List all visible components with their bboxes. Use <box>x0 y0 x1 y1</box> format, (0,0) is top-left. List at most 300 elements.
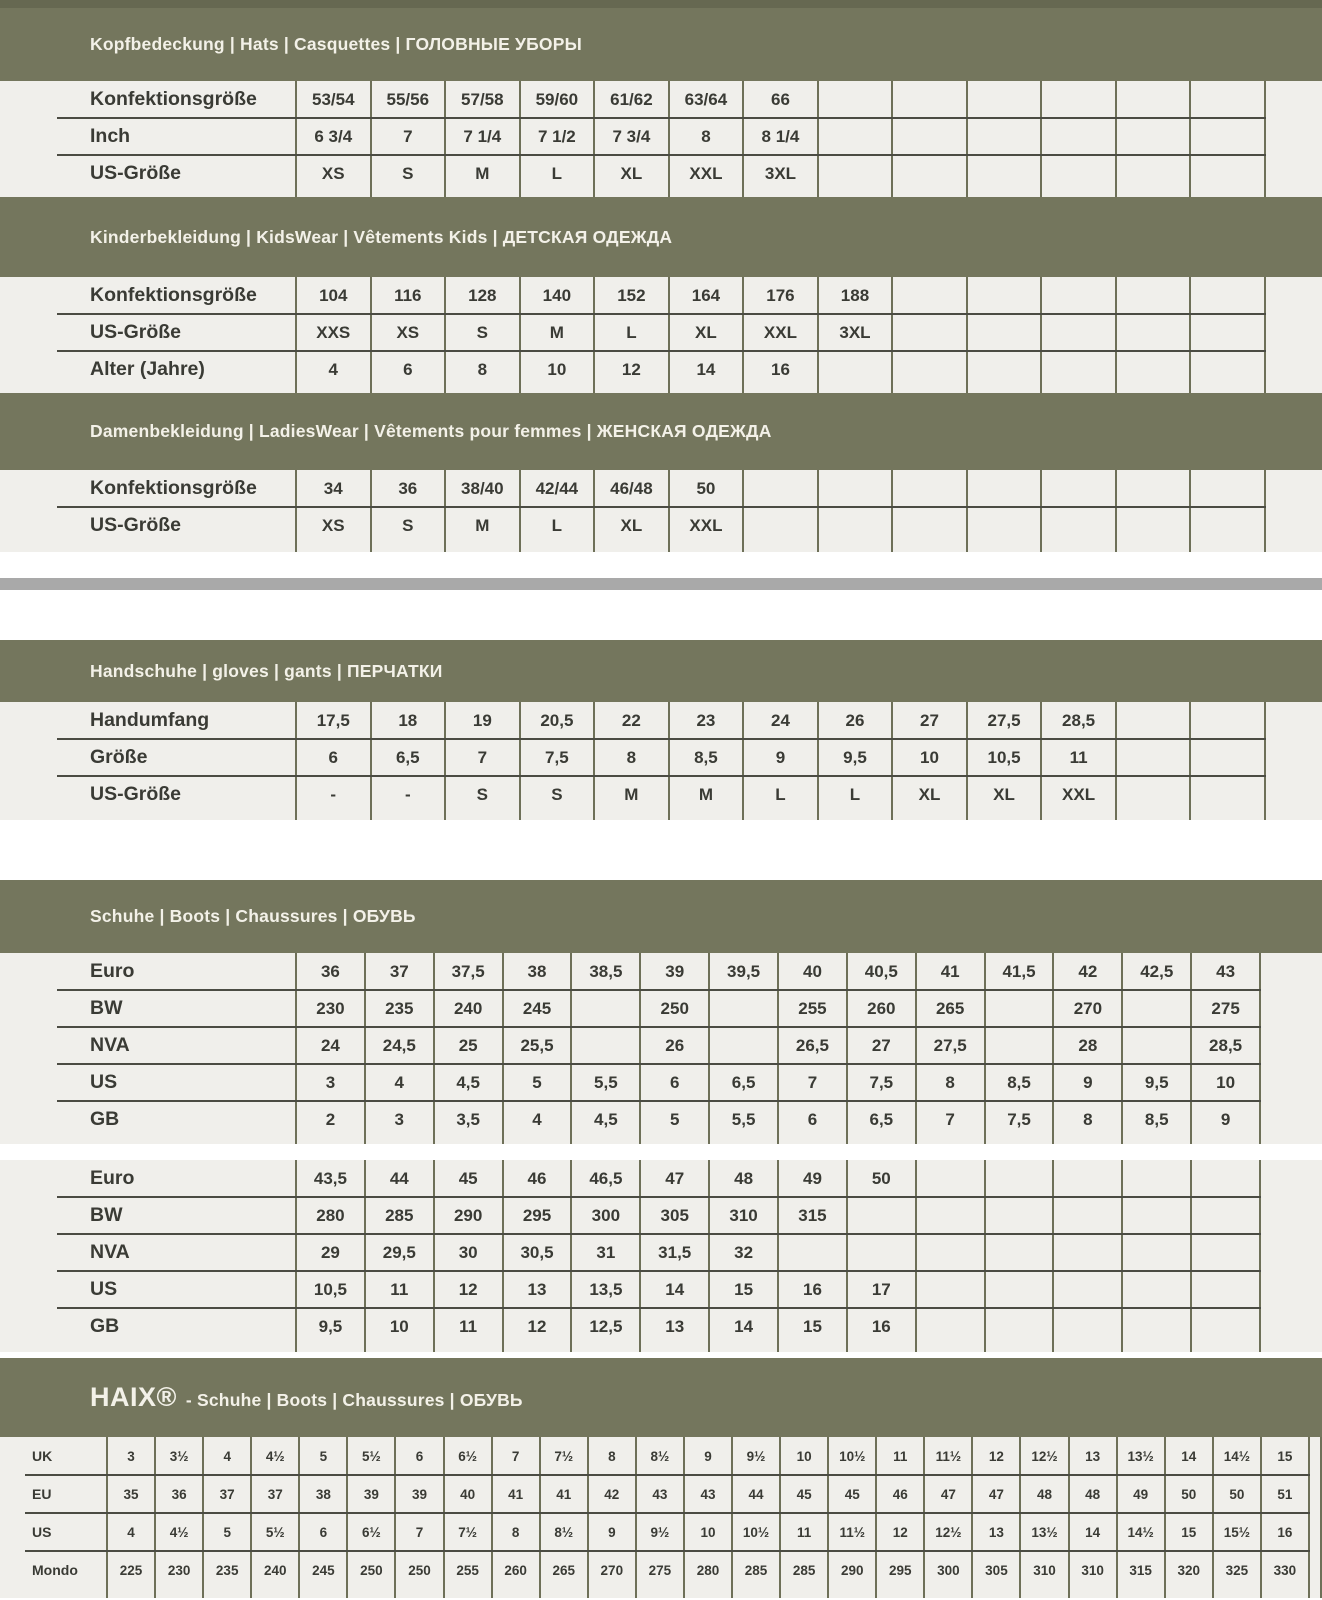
row-label: US <box>90 1278 118 1300</box>
size-cell <box>668 813 743 820</box>
row-label: BW <box>90 1204 123 1226</box>
table-bottom-stub-row <box>0 813 1322 820</box>
size-cell: 38,5 <box>570 953 639 990</box>
size-cell: 28 <box>1052 1027 1121 1064</box>
size-cell <box>915 1271 984 1308</box>
size-cell <box>966 470 1041 507</box>
row-label <box>0 1138 295 1144</box>
size-cell: 12½ <box>1019 1437 1067 1475</box>
size-cell <box>966 507 1041 544</box>
size-cell: 255 <box>777 990 846 1027</box>
table-filler <box>1266 351 1322 388</box>
size-cell: 275 <box>1190 990 1261 1027</box>
size-cell: 34 <box>295 470 370 507</box>
size-cell: - <box>370 776 445 813</box>
size-cell: 45 <box>827 1475 875 1513</box>
row-separator-line <box>57 1270 1261 1272</box>
size-cell <box>1040 813 1115 820</box>
size-cell <box>708 1345 777 1352</box>
table-row <box>0 1197 1322 1234</box>
size-cell: 42/44 <box>519 470 594 507</box>
size-cell <box>1121 1271 1190 1308</box>
table-row <box>0 314 1322 351</box>
size-cell: M <box>444 155 519 192</box>
size-cell <box>1040 314 1115 351</box>
size-cell: 9 <box>587 1513 635 1551</box>
size-cell: 290 <box>827 1551 875 1589</box>
size-cell <box>1189 776 1266 813</box>
size-cell: 305 <box>639 1197 708 1234</box>
size-cell <box>1189 388 1266 393</box>
size-cell: 10 <box>779 1437 827 1475</box>
size-cell: 4 <box>364 1064 433 1101</box>
size-cell: 50 <box>1212 1475 1260 1513</box>
size-cell <box>639 1138 708 1144</box>
size-cell: 42,5 <box>1121 953 1190 990</box>
size-cell: 285 <box>364 1197 433 1234</box>
table-row <box>0 702 1322 739</box>
size-cell <box>1121 1160 1190 1197</box>
size-cell: 49 <box>777 1160 846 1197</box>
size-cell <box>519 192 594 197</box>
size-cell: 225 <box>106 1551 154 1589</box>
size-cell: 310 <box>708 1197 777 1234</box>
table-filler <box>1261 1345 1322 1352</box>
size-cell <box>777 1234 846 1271</box>
size-cell: 14 <box>639 1271 708 1308</box>
size-cell: 48 <box>1068 1475 1116 1513</box>
size-cell: 15 <box>777 1308 846 1345</box>
size-cell: M <box>444 507 519 544</box>
size-cell: 39,5 <box>708 953 777 990</box>
section-gloves <box>0 640 1322 820</box>
size-cell: 47 <box>971 1475 1019 1513</box>
size-cell <box>539 1589 587 1598</box>
size-cell: 10,5 <box>295 1271 364 1308</box>
table-bottom-stub-row <box>0 192 1322 197</box>
size-cell <box>370 388 445 393</box>
size-cell: 4 <box>502 1101 571 1138</box>
row-label <box>0 388 295 393</box>
section-header-haix <box>0 1358 1322 1437</box>
row-label: Konfektionsgröße <box>90 284 257 306</box>
size-cell <box>984 1027 1053 1064</box>
size-cell: 7 <box>777 1064 846 1101</box>
size-cell: 45 <box>779 1475 827 1513</box>
size-cell <box>742 813 817 820</box>
row-separator-line <box>57 1233 1261 1235</box>
size-cell: 280 <box>295 1197 364 1234</box>
size-cell <box>1121 1027 1190 1064</box>
table-filler <box>1266 118 1322 155</box>
size-cell <box>891 388 966 393</box>
size-cell <box>777 1138 846 1144</box>
size-cell <box>817 388 892 393</box>
size-cell: 10,5 <box>966 739 1041 776</box>
row-separator-line <box>57 313 1266 315</box>
size-cell: 140 <box>519 277 594 314</box>
row-separator-line <box>57 1307 1261 1309</box>
size-cell <box>1121 990 1190 1027</box>
size-cell <box>1115 544 1190 552</box>
size-cell <box>742 470 817 507</box>
size-cell <box>1115 118 1190 155</box>
size-cell: 12 <box>502 1308 571 1345</box>
size-cell <box>593 544 668 552</box>
size-cell <box>1115 813 1190 820</box>
section-haix-boots <box>0 1358 1322 1598</box>
row-separator-line <box>25 1474 1310 1476</box>
size-cell <box>1115 776 1190 813</box>
table-row <box>0 277 1322 314</box>
table-filler <box>1261 953 1322 990</box>
size-cell <box>444 544 519 552</box>
size-cell: 25 <box>433 1027 502 1064</box>
size-cell: 7 3/4 <box>593 118 668 155</box>
table-row <box>0 1027 1322 1064</box>
white-gap <box>0 1144 1322 1160</box>
size-cell <box>966 314 1041 351</box>
size-cell: - <box>295 776 370 813</box>
size-cell: 6½ <box>443 1437 491 1475</box>
table-filler <box>1266 155 1322 192</box>
size-cell <box>817 155 892 192</box>
size-cell <box>635 1589 683 1598</box>
row-label: NVA <box>90 1241 130 1263</box>
size-cell: 5 <box>298 1437 346 1475</box>
size-cell <box>984 1197 1053 1234</box>
size-cell <box>742 544 817 552</box>
size-cell: 6 <box>394 1437 442 1475</box>
size-cell: 17,5 <box>295 702 370 739</box>
row-label: GB <box>90 1108 120 1130</box>
size-cell <box>817 813 892 820</box>
size-cell <box>1121 1308 1190 1345</box>
table-filler <box>1266 81 1322 118</box>
table-bottom-stub-row <box>0 388 1322 393</box>
size-cell: 32 <box>708 1234 777 1271</box>
table-row <box>0 1234 1322 1271</box>
size-cell <box>502 1345 571 1352</box>
size-cell: 270 <box>1052 990 1121 1027</box>
size-cell: L <box>817 776 892 813</box>
size-cell: 27 <box>846 1027 915 1064</box>
size-cell: 245 <box>298 1551 346 1589</box>
size-cell: 51 <box>1260 1475 1310 1513</box>
size-cell <box>1115 277 1190 314</box>
size-cell <box>444 388 519 393</box>
size-cell: 3½ <box>154 1437 202 1475</box>
size-cell: 50 <box>668 470 743 507</box>
size-cell: XXL <box>742 314 817 351</box>
size-cell: L <box>519 507 594 544</box>
table-filler <box>1261 1271 1322 1308</box>
size-cell: 295 <box>502 1197 571 1234</box>
size-cell <box>364 1345 433 1352</box>
table-filler <box>1261 1160 1322 1197</box>
table-row <box>0 470 1322 507</box>
size-cell <box>295 192 370 197</box>
size-cell <box>1115 470 1190 507</box>
row-separator-line <box>57 1100 1261 1102</box>
size-cell: 42 <box>1052 953 1121 990</box>
table-filler <box>1310 1589 1322 1598</box>
size-cell: 8 <box>593 739 668 776</box>
size-cell: 59/60 <box>519 81 594 118</box>
section-title: Kinderbekleidung | KidsWear | Vêtements Kids | ДЕТСКАЯ ОДЕЖДА <box>90 226 673 247</box>
section-kidswear <box>0 197 1322 393</box>
size-cell: 7,5 <box>519 739 594 776</box>
table-filler <box>1266 813 1322 820</box>
table-filler <box>1310 1551 1322 1589</box>
size-cell: 4½ <box>250 1437 298 1475</box>
row-label <box>0 1345 295 1352</box>
table-filler <box>1261 1101 1322 1138</box>
size-cell <box>708 1138 777 1144</box>
size-cell: 46 <box>502 1160 571 1197</box>
size-cell: 255 <box>443 1551 491 1589</box>
size-cell: 315 <box>1116 1551 1164 1589</box>
size-cell: 38 <box>298 1475 346 1513</box>
size-cell: 15 <box>1260 1437 1310 1475</box>
size-cell: 40 <box>777 953 846 990</box>
size-cell <box>1052 1271 1121 1308</box>
size-cell <box>433 1138 502 1144</box>
size-cell: 27,5 <box>966 702 1041 739</box>
row-separator-line <box>25 1512 1310 1514</box>
size-cell: 310 <box>1068 1551 1116 1589</box>
size-cell: 10½ <box>827 1437 875 1475</box>
section-header-ladieswear <box>0 393 1322 470</box>
row-label: Konfektionsgröße <box>90 477 257 499</box>
size-cell: 6 3/4 <box>295 118 370 155</box>
size-cell <box>298 1589 346 1598</box>
size-cell <box>1040 388 1115 393</box>
size-cell <box>202 1589 250 1598</box>
size-cell: 14 <box>1068 1513 1116 1551</box>
table-filler <box>1266 507 1322 544</box>
section-boots <box>0 880 1322 1352</box>
size-cell <box>915 1138 984 1144</box>
size-cell: 16 <box>1260 1513 1310 1551</box>
size-cell: 310 <box>1019 1551 1067 1589</box>
size-cell: 10 <box>683 1513 731 1551</box>
size-cell: 10 <box>891 739 966 776</box>
size-cell: 47 <box>923 1475 971 1513</box>
top-olive-strip <box>0 0 1322 8</box>
size-cell: 12½ <box>923 1513 971 1551</box>
size-cell <box>891 118 966 155</box>
boots-size-table-36-43 <box>0 953 1322 1144</box>
size-cell <box>1115 702 1190 739</box>
size-cell: 43 <box>1190 953 1261 990</box>
row-separator-line <box>57 989 1261 991</box>
size-cell <box>1189 314 1266 351</box>
size-cell: 3XL <box>817 314 892 351</box>
size-cell <box>295 1138 364 1144</box>
table-row <box>0 1160 1322 1197</box>
table-filler <box>1266 277 1322 314</box>
table-row <box>0 1551 1322 1589</box>
size-cell: 11 <box>875 1437 923 1475</box>
size-cell: 5½ <box>250 1513 298 1551</box>
table-filler <box>1310 1475 1322 1513</box>
size-cell: 13 <box>971 1513 1019 1551</box>
size-cell: 235 <box>364 990 433 1027</box>
size-cell: 27 <box>891 702 966 739</box>
size-cell: 16 <box>846 1308 915 1345</box>
size-cell: 30,5 <box>502 1234 571 1271</box>
size-cell <box>708 1027 777 1064</box>
size-cell <box>444 192 519 197</box>
size-cell <box>915 1160 984 1197</box>
size-cell: 6 <box>777 1101 846 1138</box>
row-separator-line <box>25 1550 1310 1552</box>
size-cell: 12,5 <box>570 1308 639 1345</box>
row-label <box>0 813 295 820</box>
table-row <box>0 739 1322 776</box>
size-cell: 43 <box>683 1475 731 1513</box>
size-cell: 17 <box>846 1271 915 1308</box>
size-cell: 40 <box>443 1475 491 1513</box>
size-cell <box>1116 1589 1164 1598</box>
size-cell: 8,5 <box>984 1064 1053 1101</box>
size-cell: 15 <box>708 1271 777 1308</box>
table-filler <box>1261 1234 1322 1271</box>
size-cell <box>1040 351 1115 388</box>
size-cell: S <box>370 155 445 192</box>
size-cell <box>817 192 892 197</box>
section-hats <box>0 8 1322 197</box>
row-label: Euro <box>90 960 135 982</box>
size-cell: L <box>519 155 594 192</box>
size-cell: 23 <box>668 702 743 739</box>
row-label <box>0 1589 106 1598</box>
size-cell <box>295 813 370 820</box>
size-cell: 24 <box>295 1027 364 1064</box>
size-cell: 176 <box>742 277 817 314</box>
size-cell: 44 <box>731 1475 779 1513</box>
size-cell: M <box>668 776 743 813</box>
size-cell: 46/48 <box>593 470 668 507</box>
size-cell <box>394 1589 442 1598</box>
size-cell <box>1189 739 1266 776</box>
size-cell: 11 <box>1040 739 1115 776</box>
size-cell: 7 <box>491 1437 539 1475</box>
section-title: Damenbekleidung | LadiesWear | Vêtements pour femmes | ЖЕНСКАЯ ОДЕЖДА <box>90 421 772 441</box>
row-separator-line <box>57 154 1266 156</box>
size-cell: M <box>593 776 668 813</box>
size-cell: 42 <box>587 1475 635 1513</box>
row-label: EU <box>32 1486 52 1502</box>
size-cell <box>1040 81 1115 118</box>
size-cell <box>966 388 1041 393</box>
white-gap <box>0 590 1322 640</box>
size-cell <box>1190 1308 1261 1345</box>
size-cell <box>1052 1138 1121 1144</box>
size-cell: 20,5 <box>519 702 594 739</box>
table-filler <box>1266 702 1322 739</box>
size-cell <box>106 1589 154 1598</box>
size-cell <box>966 277 1041 314</box>
size-cell: 26 <box>817 702 892 739</box>
size-cell: 7,5 <box>846 1064 915 1101</box>
row-label: US <box>32 1524 52 1540</box>
row-separator-line <box>57 738 1266 740</box>
size-cell: 250 <box>394 1551 442 1589</box>
size-cell <box>966 351 1041 388</box>
table-bottom-stub-row <box>0 544 1322 552</box>
table-row <box>0 990 1322 1027</box>
row-label: US <box>90 1071 118 1093</box>
size-cell <box>1189 81 1266 118</box>
size-cell: XXL <box>1040 776 1115 813</box>
size-cell <box>519 813 594 820</box>
row-label: US-Größe <box>90 321 182 343</box>
size-cell <box>1052 1308 1121 1345</box>
size-cell: 6,5 <box>370 739 445 776</box>
size-cell <box>639 1345 708 1352</box>
size-cell: XXS <box>295 314 370 351</box>
size-cell <box>443 1589 491 1598</box>
size-cell <box>966 81 1041 118</box>
size-cell: 61/62 <box>593 81 668 118</box>
size-cell: 8 <box>1052 1101 1121 1138</box>
size-cell: 7,5 <box>984 1101 1053 1138</box>
size-cell <box>1040 192 1115 197</box>
size-cell <box>1115 739 1190 776</box>
size-cell: 12 <box>593 351 668 388</box>
size-cell <box>1189 351 1266 388</box>
size-cell: 46 <box>875 1475 923 1513</box>
size-cell: 4 <box>295 351 370 388</box>
size-cell: 305 <box>971 1551 1019 1589</box>
row-label: US-Größe <box>90 162 182 184</box>
size-cell: 9,5 <box>295 1308 364 1345</box>
size-cell: 260 <box>846 990 915 1027</box>
size-cell: 4½ <box>154 1513 202 1551</box>
size-cell <box>846 1234 915 1271</box>
size-cell <box>593 388 668 393</box>
size-cell: 16 <box>742 351 817 388</box>
size-cell <box>1121 1197 1190 1234</box>
size-cell: 5,5 <box>708 1101 777 1138</box>
section-title: - Schuhe | Boots | Chaussures | ОБУВЬ <box>185 1390 523 1410</box>
table-row <box>0 81 1322 118</box>
table-row <box>0 1308 1322 1345</box>
size-cell: 14 <box>708 1308 777 1345</box>
size-cell: 5 <box>202 1513 250 1551</box>
row-label: Handumfang <box>90 709 210 731</box>
size-cell: 47 <box>639 1160 708 1197</box>
table-filler <box>1266 470 1322 507</box>
size-cell <box>1189 155 1266 192</box>
size-cell: 5,5 <box>570 1064 639 1101</box>
size-cell: XS <box>295 155 370 192</box>
table-filler <box>1266 544 1322 552</box>
size-cell: 16 <box>777 1271 846 1308</box>
size-cell <box>923 1589 971 1598</box>
size-cell: 6 <box>295 739 370 776</box>
size-cell: 13½ <box>1116 1437 1164 1475</box>
size-cell: L <box>593 314 668 351</box>
size-cell <box>984 1234 1053 1271</box>
size-cell <box>777 1345 846 1352</box>
row-label: US-Größe <box>90 783 182 805</box>
row-separator-line <box>57 775 1266 777</box>
size-cell <box>1190 1345 1261 1352</box>
table-bottom-stub-row <box>0 1345 1322 1352</box>
